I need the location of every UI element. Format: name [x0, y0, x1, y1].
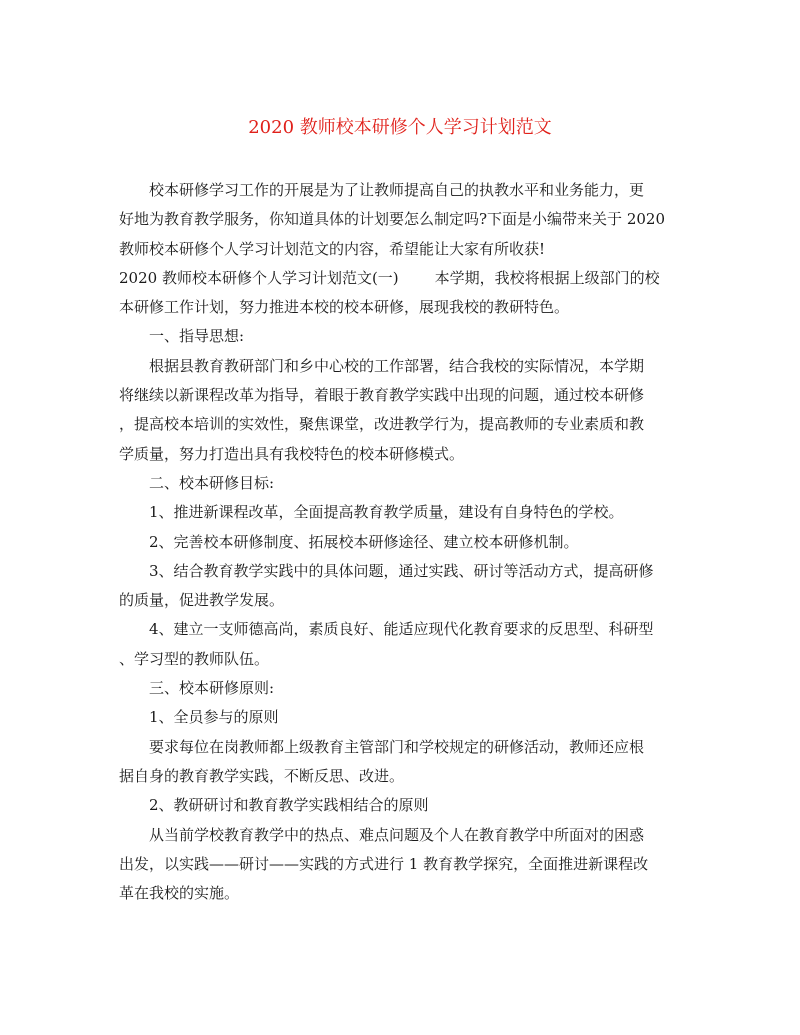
section-heading: 三、校本研修原则: — [149, 679, 275, 698]
paragraph-line: 要求每位在岗教师都上级教育主管部门和学校规定的研修活动，教师还应根 — [149, 737, 645, 756]
paragraph-line: 将继续以新课程改革为指导，着眼于教育教学实践中出现的问题，通过校本研修 — [119, 386, 645, 405]
paragraph-line: 校本研修学习工作的开展是为了让教师提高自己的执教水平和业务能力，更 — [149, 181, 645, 199]
paragraph-line: 教师校本研修个人学习计划范文的内容，希望能让大家有所收获! — [119, 239, 546, 258]
paragraph-line: 据自身的教育教学实践，不断反思、改进。 — [119, 766, 405, 785]
paragraph-line: 本研修工作计划，努力推进本校的校本研修，展现我校的教研特色。 — [119, 298, 570, 317]
list-item: 3、结合教育教学实践中的具体问题，通过实践、研讨等活动方式，提高研修 — [149, 561, 654, 580]
list-item-continuation: 的质量，促进教学发展。 — [119, 591, 285, 610]
document-body — [119, 176, 683, 908]
paragraph-line: 从当前学校教育教学中的热点、难点问题及个人在教育教学中所面对的困惑 — [149, 825, 645, 844]
sample-heading: 2020 教师校本研修个人学习计划范文(一) — [119, 268, 399, 287]
paragraph-line: 革在我校的实施。 — [119, 884, 240, 903]
list-item: 4、建立一支师德高尚，素质良好、能适应现代化教育要求的反思型、科研型 — [149, 620, 654, 639]
paragraph-line-mixed — [119, 264, 683, 293]
paragraph-line: 根据县教育教研部门和乡中心校的工作部署，结合我校的实际情况，本学期 — [149, 356, 645, 375]
section-heading: 二、校本研修目标: — [149, 473, 275, 492]
list-item: 2、完善校本研修制度、拓展校本研修途径、建立校本研修机制。 — [149, 532, 579, 551]
paragraph-line: ，提高校本培训的实效性，聚焦课堂，改进教学行为，提高教师的专业素质和教 — [119, 415, 645, 434]
paragraph-line: 学质量，努力打造出具有我校特色的校本研修模式。 — [119, 444, 465, 463]
list-item: 1、推进新课程改革，全面提高教育教学质量，建设有自身特色的学校。 — [149, 503, 624, 522]
document-title: 2020 教师校本研修个人学习计划范文 — [248, 117, 552, 138]
paragraph-line: 好地为教育教学服务，你知道具体的计划要怎么制定吗?下面是小编带来关于 2020 — [119, 210, 665, 229]
section-heading: 一、指导思想: — [149, 327, 245, 346]
paragraph-text: 本学期，我校将根据上级部门的校 — [434, 268, 660, 287]
list-item-continuation: 、学习型的教师队伍。 — [119, 649, 270, 668]
subsection-heading: 1、全员参与的原则 — [149, 708, 279, 727]
subsection-heading: 2、教研研讨和教育教学实践相结合的原则 — [149, 796, 429, 815]
paragraph-line: 出发，以实践——研讨——实践的方式进行 1 教育教学探究，全面推进新课程改 — [119, 854, 649, 873]
